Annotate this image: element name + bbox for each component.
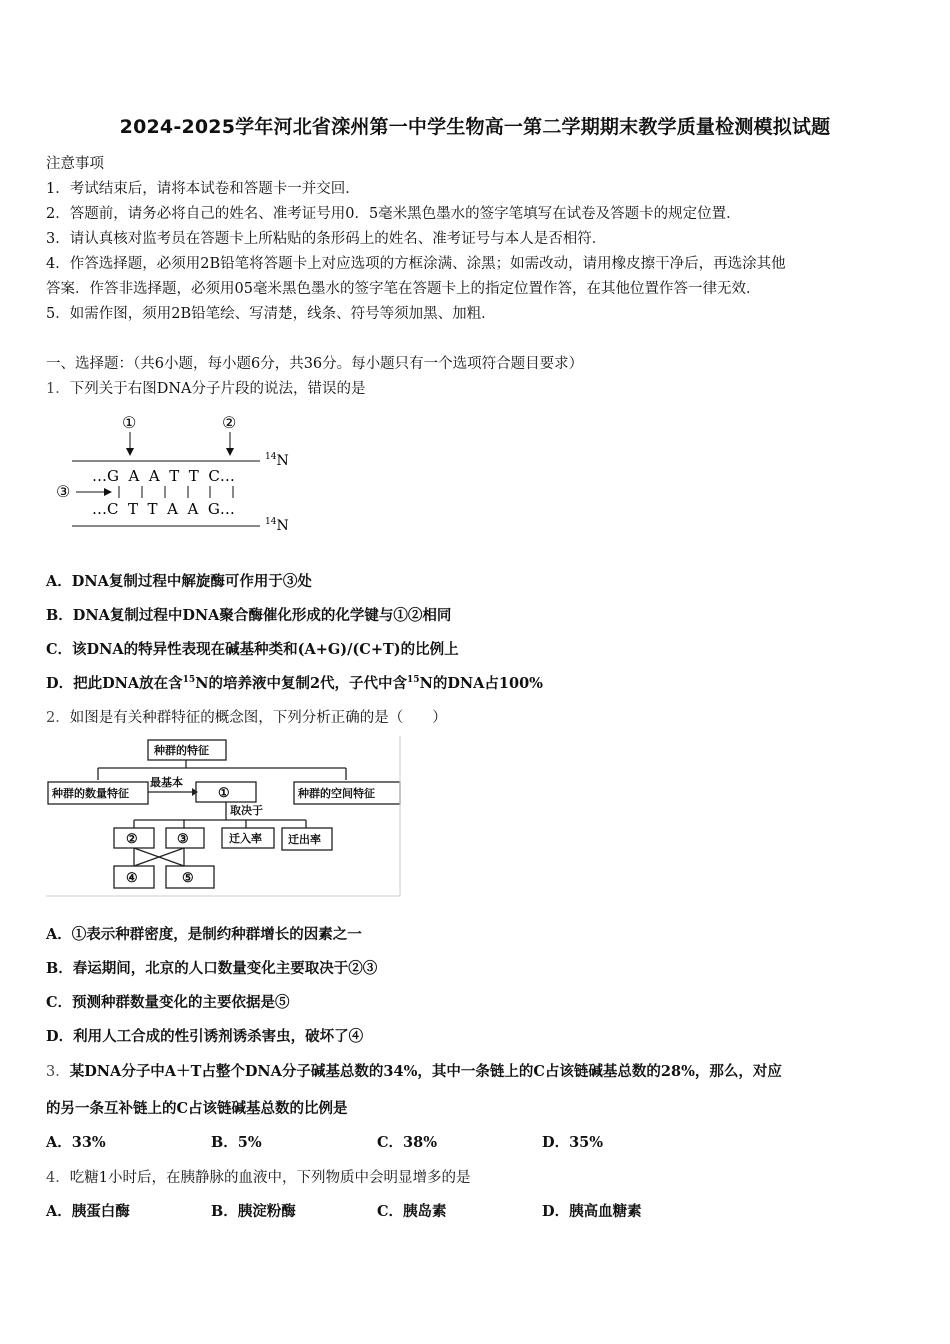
q3-option-b[interactable]: B．5% [211,1134,262,1151]
node-3: ③ [177,832,189,847]
q2-option-a[interactable]: A．①表示种群密度，是制约种群增长的因素之一 [46,926,362,943]
question-stem: 如图是有关种群特征的概念图，下列分析正确的是（ ） [69,710,447,726]
q4-option-a[interactable]: A．胰蛋白酶 [46,1203,130,1220]
page-title: 2024-2025学年河北省滦州第一中学生物高一第二学期期末教学质量检测模拟试题 [119,116,831,138]
question-stem: 某DNA分子中A＋T占整个DNA分子碱基总数的34%，其中一条链上的C占该链碱基总数的28%，那么，对应 [69,1063,782,1080]
population-concept-map [46,736,402,898]
question-2 [46,706,447,727]
q2-option-d[interactable]: D．利用人工合成的性引诱剂诱杀害虫，破坏了④ [46,1028,364,1045]
question-4 [46,1166,470,1187]
q4-option-c[interactable]: C．胰岛素 [377,1203,447,1220]
option-d-text: N的培养液中复制2代，子代中含 [195,675,408,692]
marker-3: ③ [56,482,71,501]
node-1: ① [218,786,230,801]
q1-option-a[interactable]: A．DNA复制过程中解旋酶可作用于③处 [46,573,312,590]
node-4: ④ [126,871,138,886]
depends-label: 取决于 [230,804,263,817]
question-3 [46,1060,782,1081]
top-strand: …G A A T T C… [92,467,235,485]
label-bottom-letter: N [276,518,289,534]
q2-option-c[interactable]: C．预测种群数量变化的主要依据是⑤ [46,994,290,1011]
edge-label: 最基本 [150,776,183,789]
question-number: 2． [46,710,70,726]
bottom-strand: …C T T A A G… [92,500,235,518]
notice-item: 1．考试结束后，请将本试卷和答题卡一并交回． [46,181,360,197]
label-top-n [265,452,289,469]
q1-option-c[interactable]: C．该DNA的特异性表现在碱基种类和(A+G)/(C+T)的比例上 [46,641,459,658]
label-bottom-n [265,517,289,534]
marker-1: ① [122,413,137,432]
q3-option-a[interactable]: A．33% [46,1134,106,1151]
label-top-letter: N [276,453,289,469]
node-emigration: 迁出率 [288,833,321,846]
notice-item: 5．如需作图，须用2B铅笔绘、写清楚，线条、符号等须加黑、加粗． [46,306,496,322]
question-stem: 吃糖1小时后，在胰静脉的血液中，下列物质中会明显增多的是 [69,1170,471,1186]
option-d-text: N的DNA占100% [419,675,543,692]
label-bottom-sup: 14 [265,517,277,527]
question-stem: 下列关于右图DNA分子片段的说法，错误的是 [69,381,366,397]
q3-option-d[interactable]: D．35% [542,1134,604,1151]
question-number: 3． [46,1064,70,1080]
node-spatial: 种群的空间特征 [298,787,375,800]
question-3-continued: 的另一条互补链上的C占该链碱基总数的比例是 [46,1100,348,1117]
question-number: 1． [46,381,70,397]
node-quantity: 种群的数量特征 [52,787,129,800]
option-d-text: D．把此DNA放在含 [46,675,183,692]
q1-option-b[interactable]: B．DNA复制过程中DNA聚合酶催化形成的化学键与①②相同 [46,607,452,624]
dna-figure [50,408,310,538]
q3-option-c[interactable]: C．38% [377,1134,437,1151]
label-top-sup: 14 [265,452,277,462]
notice-heading: 注意事项 [46,156,104,172]
isotope-sup: 15 [407,675,420,686]
node-2: ② [126,832,138,847]
notice-item: 答案．作答非选择题，必须用05毫米黑色墨水的签字笔在答题卡上的指定位置作答，在其他位置作答一律无效． [46,281,761,297]
question-1 [46,377,366,398]
notice-item: 2．答题前，请务必将自己的姓名、准考证号用0．5毫米黑色墨水的签字笔填写在试卷及答题卡的规定位置． [46,206,741,222]
isotope-sup: 15 [182,675,196,686]
marker-2: ② [222,413,237,432]
question-number: 4． [46,1170,70,1186]
section-heading: 一、选择题：（共6小题，每小题6分，共36分。每小题只有一个选项符合题目要求） [46,356,584,372]
q4-option-d[interactable]: D．胰高血糖素 [542,1203,642,1220]
notice-item: 3．请认真核对监考员在答题卡上所粘贴的条形码上的姓名、准考证号与本人是否相符． [46,231,607,247]
node-root: 种群的特征 [154,744,209,757]
node-5: ⑤ [182,871,194,886]
node-immigration: 迁入率 [229,832,262,845]
q4-option-b[interactable]: B．胰淀粉酶 [211,1203,296,1220]
q1-option-d[interactable] [46,672,543,693]
notice-item: 4．作答选择题，必须用2B铅笔将答题卡上对应选项的方框涂满、涂黑；如需改动，请用橡皮擦干净后，再选涂其他 [46,256,786,272]
q2-option-b[interactable]: B．春运期间，北京的人口数量变化主要取决于②③ [46,960,378,977]
